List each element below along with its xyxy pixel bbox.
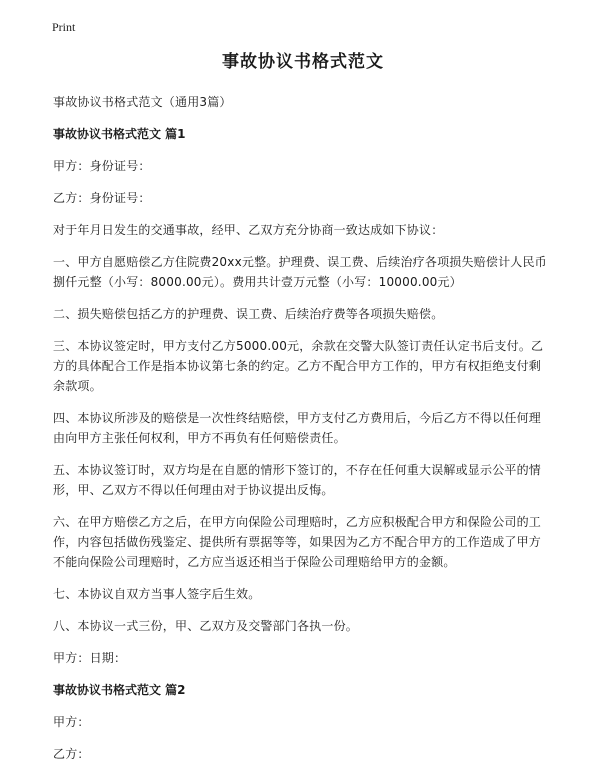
document-intro: 事故协议书格式范文（通用3篇） xyxy=(53,95,232,109)
section-heading-2: 事故协议书格式范文 篇2 xyxy=(53,683,186,697)
agreement-preamble: 对于年月日发生的交通事故，经甲、乙双方充分协商一致达成如下协议： xyxy=(53,223,444,237)
print-link[interactable]: Print xyxy=(52,20,76,34)
party-b-id-line: 乙方：身份证号： xyxy=(53,191,151,205)
party-a-id-line: 甲方：身份证号： xyxy=(53,159,151,173)
section-heading-1: 事故协议书格式范文 篇1 xyxy=(53,127,186,141)
clause-4: 四、本协议所涉及的赔偿是一次性终结赔偿，甲方支付乙方费用后，今后乙方不得以任何理由向甲方主张任何权利，甲方不再负有任何赔偿责任。 xyxy=(53,411,542,445)
clause-8: 八、本协议一式三份，甲、乙双方及交警部门各执一份。 xyxy=(53,619,359,633)
section2-party-a-line: 甲方： xyxy=(53,715,90,729)
clause-3: 三、本协议签定时，甲方支付乙方5000.00元，余款在交警大队签订责任认定书后支付。乙方的具体配合工作是指本协议第七条的约定。乙方不配合甲方工作的，甲方有权拒绝支付剩余款项。 xyxy=(53,339,544,393)
clause-1: 一、甲方自愿赔偿乙方住院费20xx元整。护理费、误工费、后续治疗各项损失赔偿计人民币捌仟元整（小写：8000.00元）。费用共计壹万元整（小写：10000.00元） xyxy=(53,255,547,289)
signature-date-line: 甲方：日期： xyxy=(53,651,127,665)
clause-5: 五、本协议签订时，双方均是在自愿的情形下签订的，不存在任何重大误解或显示公平的情形，甲、乙双方不得以任何理由对于协议提出反悔。 xyxy=(53,463,542,497)
clause-2: 二、损失赔偿包括乙方的护理费、误工费、后续治疗费等各项损失赔偿。 xyxy=(53,307,444,321)
clause-6: 六、在甲方赔偿乙方之后，在甲方向保险公司理赔时，乙方应积极配合甲方和保险公司的工作，内容包括做伤残鉴定、提供所有票据等等，如果因为乙方不配合甲方的工作造成了甲方不能向保险公司理赔时，乙方应当返还相当于保险公司理赔给甲方的金额。 xyxy=(53,515,542,569)
document-title: 事故协议书格式范文 xyxy=(222,52,384,72)
document-body xyxy=(53,50,553,776)
section2-party-b-line: 乙方： xyxy=(53,747,90,761)
clause-7: 七、本协议自双方当事人签字后生效。 xyxy=(53,587,261,601)
